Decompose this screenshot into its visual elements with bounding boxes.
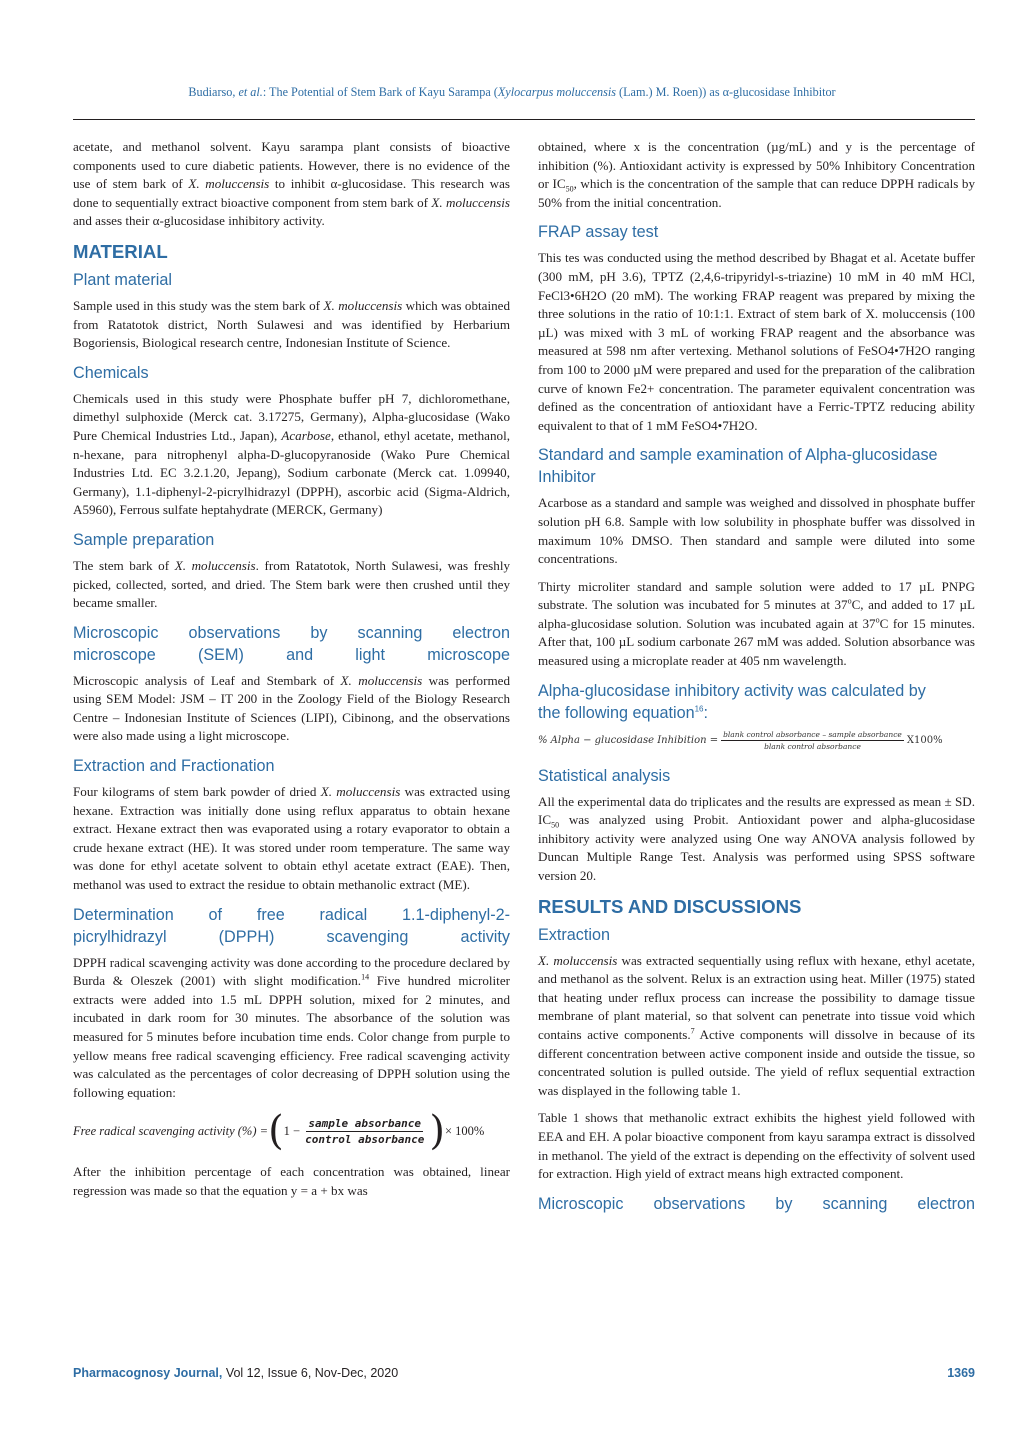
standard-sample-heading: Standard and sample examination of Alpha-glucosidase Inhibitor [538,446,938,487]
frap-paragraph: This tes was conducted using the method described by Bhagat et al. Acetate buffer (300 mM, pH 3.6), TPTZ (2,4,6-tripyridyl-s-triazine) 10 mM in 40 mM HCl, FeCl3•6H2O (20 mM). The working FRAP reagent was prepared by mixing the three solutions in the ratio of 10:1:1. Extract of stem bark of X. moluccensis (100 µL) was mixed with 3 mL of working FRAP reagent and the absorbance was measured at 598 nm after vertexing. Methanol solutions of FeSO4•7H2O ranging from 100 to 2000 µM were prepared and used for the preparation of the calibration curve of known Fe2+ concentration. The parameter equivalent concentration was defined as the concentration of antioxidant have a Ferric-TPTZ reducing ability equivalent to that of 1 mM FeSO4•7H2O. [538,250,975,433]
sem-heading: Microscopic observations by scanning electron microscope (SEM) and light microscope [73,623,510,664]
frap-heading: FRAP assay test [538,223,659,242]
extraction-paragraph: X. moluccensis was extracted sequentially using reflux with hexane, ethyl acetate, and methanol as the solvent. Relux is an extraction using heat. Miller (1975) stated that heating under reflux process can increase the possibility to damage tissue membrane of plant material, so that solvent can penetrate into tissue void which contains active components.$^7$ Active components will dissolve in because of its different concentration between active component inside and outside the tissue, so concentrated solution is pulled outside. The yield of reflux sequential extraction was displayed in the following table 1. [538,952,976,1098]
chemicals-paragraph: Chemicals used in this study were Phosphate buffer pH 7, dichloromethane, dimethyl sulphoxide (Merck cat. 3.17275, Germany), Alpha-glucosidase (Wako Pure Chemical Industries Ltd., Japan), Acarbose, ethanol, ethyl acetate, methanol, n-hexane, para nitrophenyl alpha-D-glucopyranoside (Wako Pure Chemical Industries Ltd. EC 3.2.1.20, Jepang), Sodium carbonate (Merck cat. 1.09940, Germany), 1.1-diphenyl-2-picrylhidrazyl (DPPH), ascorbic acid (Sigma-Aldrich, A5960), Ferrous sulfate heptahydrate (MERCK, Germany) [73,390,510,518]
page-number: 1369 [947,1366,975,1380]
right-column [538,138,975,1221]
material-heading: MATERIAL [73,240,168,262]
equation-fraction: $\frac{\text{sample absorbance}}{\text{control absorbance}}$ [305,1116,425,1146]
plant-material-heading: Plant material [73,270,172,289]
chemicals-heading: Chemicals [73,363,149,382]
left-column [73,138,510,1210]
standard-sample-paragraph-1: Acarbose as a standard and sample was weighed and dissolved in phosphate buffer solution pH 6.8. Sample with low solubility in phosphate buffer was dissolved in maximum 10% DMSO. Then standard and sample were diluted into some concentrations. [538,495,975,567]
intro-paragraph: acetate, and methanol solvent. Kayu sarampa plant consists of bioactive components used to cure diabetic patients. However, there is no evidence of the use of stem bark of X. moluccensis to inhibit α-glucosidase. This research was done to sequentially extract bioactive component from stem bark of X. moluccensis and asses their α-glucosidase inhibitory activity. [73,139,511,229]
statistical-analysis-paragraph: All the experimental data do triplicates and the results are expressed as mean ± SD. $IC_{50}$ was analyzed using Probit. Antioxidant power and alpha-glucosidase inhibitory activity were analyzed using One way ANOVA analysis followed by Duncan Multiple Range Test. Analysis was performed using SPSS software version 20. [538,793,975,884]
statistical-analysis-heading: Statistical analysis [538,766,671,785]
extraction-heading: Extraction [538,925,610,944]
sample-preparation-paragraph: The stem bark of X. moluccensis. from Ratatotok, North Sulawesi, was freshly picked, collected, sorted, and dried. The Stem bark were then crushed until they became smaller. [73,557,511,611]
inhibition-equation: % Alpha − glucosidase Inhibition = $\frac{\text{blank control absorbance – sample absorbance}}{\text{blank control absorbance}}$ X100% [538,729,943,751]
extraction-fractionation-heading: Extraction and Fractionation [73,757,275,776]
plant-material-paragraph: Sample used in this study was the stem bark of X. moluccensis which was obtained from Ratatotok district, North Sulawesi and was identified by Herbarium Bogoriensis, Biological research centre, Indonesian Institute of Science. [73,297,510,351]
ic50-paragraph: obtained, where x is the concentration (µg/mL) and y is the percentage of inhibition (%). Antioxidant activity is expressed by 50% Inhibitory Concentration or $IC_{50}$, which is the concentration of the sample that can reduce DPPH radicals by 50% from the initial concentration. [538,139,975,210]
sample-preparation-heading: Sample preparation [73,530,215,549]
header-rule [73,119,975,120]
running-head: Budiarso, et al.: The Potential of Stem Bark of Kayu Sarampa (Xylocarpus moluccensis (Lam.) M. Roen)) as α-glucosidase Inhibitor [188,85,836,99]
results-heading: RESULTS AND DISCUSSIONS [538,895,802,917]
footer-journal: Pharmacognosy Journal, Vol 12, Issue 6, Nov-Dec, 2020 [73,1366,399,1380]
extraction-fractionation-paragraph: Four kilograms of stem bark powder of dried X. moluccensis was extracted using hexane. Extraction was initially done using reflux apparatus to obtain hexane extract. Hexane extract then was evaporated using a rotary evaporator to obtain a crude hexane extract (HE). It was stored under room temperature. The same way was done for ethyl acetate solvent to obtain ethyl acetate extract (EAE). Then, methanol was used to extract the residue to obtain methanolic extract (ME). [73,784,511,893]
dpph-heading: Determination of free radical 1.1-diphenyl-2- picrylhidrazyl (DPPH) scavenging activity [73,905,510,946]
after-inhibition-paragraph: After the inhibition percentage of each concentration was obtained, linear regression was made so that the equation y = a + bx was [73,1164,510,1198]
standard-sample-paragraph-2: Thirty microliter standard and sample solution were added to 17 µL PNPG substrate. The solution was incubated for 5 minutes at 37$^o$C, and added to 17 µL alpha-glucosidase solution. Solution was incubated again at 37$^o$C for 15 minutes. After that, 100 µL sodium carbonate 267 mM was added. Solution absorbance was measured using a microplate reader at 405 nm wavelength. [538,578,975,669]
dpph-paragraph: DPPH radical scavenging activity was done according to the procedure declared by Burda & Oleszek (2001) with slight modification.$^{14}$ Five hundred microliter extracts were added into 1.5 mL DPPH solution, mixed for 2 minutes, and incubated in dark room for 30 minutes. The absorbance of the solution was measured for 5 minutes before incubation time ends. Color change from purple to yellow means free radical scavenging efficiency. Free radical scavenging activity was calculated as the percentages of color decreasing of DPPH solution using the following equation: [73,954,510,1100]
alpha-glucosidase-heading: Alpha-glucosidase inhibitory activity was calculated by the following equation$^{16}$: [538,681,926,722]
sem-paragraph: Microscopic analysis of Leaf and Stembark of X. moluccensis was performed using SEM Model: JSM – IT 200 in the Zoology Field of the Biology Research Centre – Indonesian Institute of Sciences (LIPI), Cibinong, and the observations were also made using a light microscope. [73,672,510,744]
inhibition-fraction: $\frac{\text{blank control absorbance – sample absorbance}}{\text{blank control absorbance}}$ [723,729,902,751]
scavenging-equation: Free radical scavenging activity (%) = ( 1 − $\frac{\text{sample absorbance}}{\text{control absorbance}}$ ) × 100% [73,1108,485,1155]
table-paragraph: Table 1 shows that methanolic extract exhibits the highest yield followed with EEA and EH. A polar bioactive component from kayu sarampa extract is dissolved in methanol. The yield of the extract is depending on the effectivity of solvent used for extraction. High yield of extract means high extracted component. [538,1110,975,1182]
microscopic-heading: Microscopic observations by scanning electron [538,1194,975,1213]
